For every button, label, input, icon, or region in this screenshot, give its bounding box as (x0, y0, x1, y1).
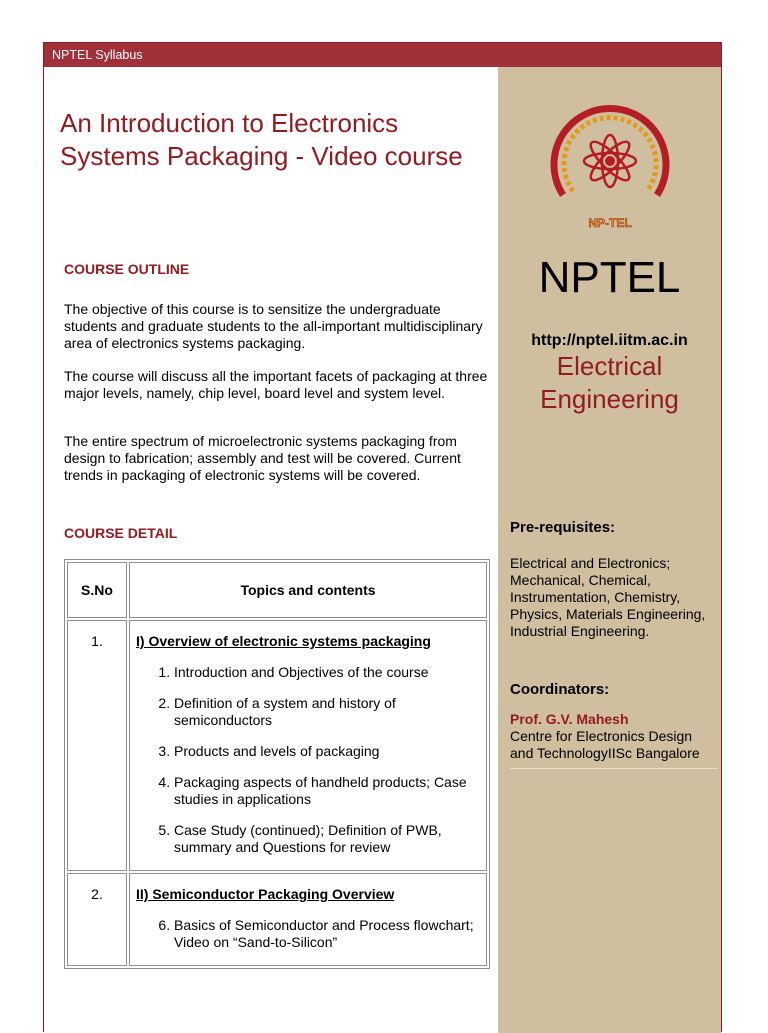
detail-heading: COURSE DETAIL (64, 525, 178, 541)
row-topics (129, 620, 487, 871)
table-body (67, 620, 487, 966)
logo-text: NP-TEL (588, 216, 632, 229)
col-sno-header: S.No (67, 562, 127, 618)
topic-item: 4. Packaging aspects of handheld products; Case studies in applications (174, 774, 480, 808)
outline-heading: COURSE OUTLINE (64, 261, 190, 277)
prereq-heading: Pre-requisites: (510, 519, 616, 536)
table-row (67, 620, 487, 871)
topic-item: 3. Products and levels of packaging (174, 743, 480, 760)
row-sno: 1. (67, 620, 127, 871)
nptel-logo (545, 99, 675, 229)
outline-paragraph: The course will discuss all the important facets of packaging at three major levels, namely, chip level, board level and system level. (64, 368, 488, 401)
topic-item: 2. Definition of a system and history of semiconductors (174, 695, 480, 729)
topic-item: 6. Basics of Semiconductor and Process flowchart; Video on “Sand-to-Silicon” (174, 917, 480, 951)
row-topics (129, 873, 487, 966)
table-row (67, 873, 487, 966)
topic-list (136, 917, 480, 951)
topic-list (136, 664, 480, 856)
outline-paragraph: The entire spectrum of microelectronic systems packaging from design to fabrication; assembly and test will be covered. Current trends in packaging of electronic systems will be covered. (64, 433, 461, 483)
coordinator-affiliation: Centre for Electronics Design and TechnologyIISc Bangalore (510, 728, 700, 761)
syllabus-frame (43, 42, 722, 1032)
col-topics-header: Topics and contents (129, 562, 487, 618)
course-title: An Introduction to Electronics Systems Packaging - Video course (60, 108, 463, 171)
brand-name: NPTEL (538, 253, 681, 302)
prereq-text: Electrical and Electronics; Mechanical, Chemical, Instrumentation, Chemistry, Physics, Materials Engineering, Industrial Engineering. (510, 555, 706, 639)
header-label: NPTEL Syllabus (52, 48, 143, 62)
course-detail-table (64, 559, 490, 969)
row-sno: 2. (67, 873, 127, 966)
header-bar (44, 43, 721, 67)
main-column (44, 67, 498, 1033)
sidebar (498, 67, 721, 1033)
sidebar-divider (510, 768, 718, 769)
topic-item: 5. Case Study (continued); Definition of PWB, summary and Questions for review (174, 822, 480, 856)
module-title: I) Overview of electronic systems packaging (136, 633, 431, 649)
outline-paragraph: The objective of this course is to sensitize the undergraduate students and graduate students to the all-important multidisciplinary area of electronics systems packaging. (64, 301, 483, 351)
topic-item: 1. Introduction and Objectives of the course (174, 664, 480, 681)
coordinator-name: Prof. G.V. Mahesh (510, 711, 629, 727)
table-header-row (67, 562, 487, 618)
coordinators-heading: Coordinators: (510, 681, 610, 698)
module-title: II) Semiconductor Packaging Overview (136, 886, 395, 902)
department-name: Electrical Engineering (540, 351, 679, 414)
website-link[interactable]: http://nptel.iitm.ac.in (531, 332, 688, 349)
coordinator-block (510, 711, 715, 762)
